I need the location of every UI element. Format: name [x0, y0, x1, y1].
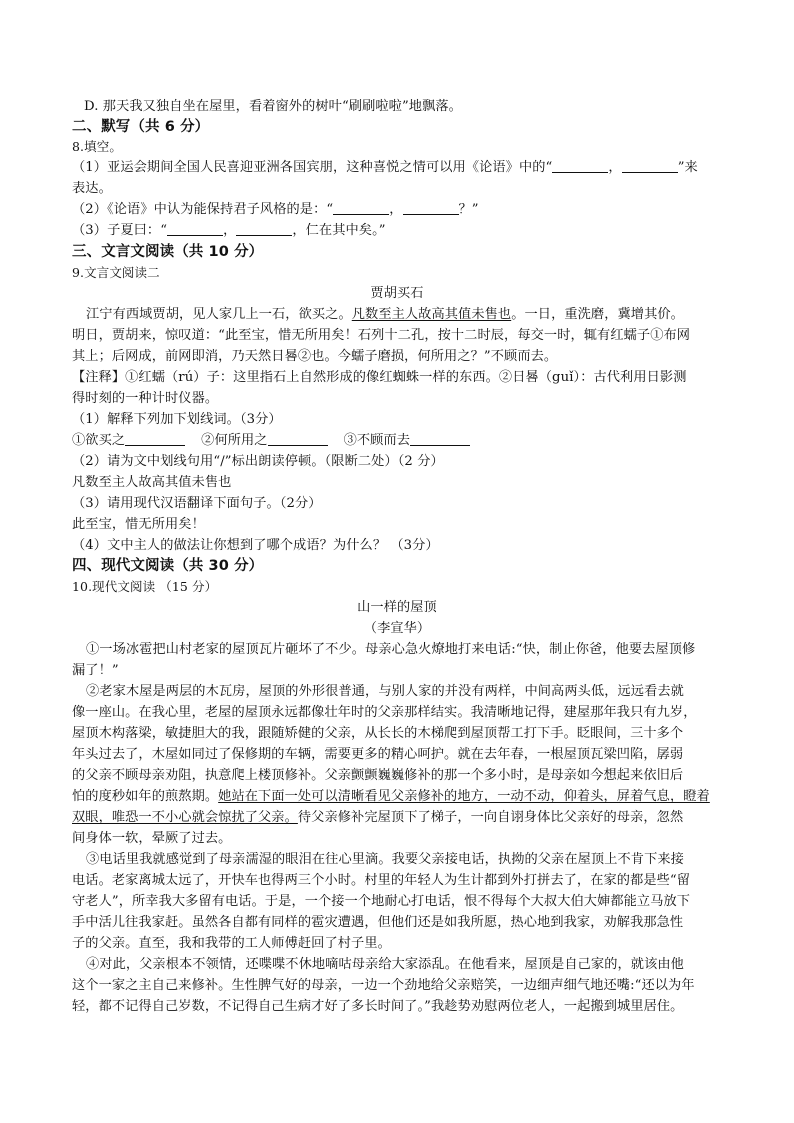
section-2-heading: 二、默写（共 6 分） [72, 119, 210, 135]
passage-10-line: 这个一家之主自己来修补。生性脾气好的母亲，一边一个劲地给父亲赔笑，一边细声细气地还嘴:“还以为年 [72, 978, 695, 993]
underlined-sentence: 她站在下面一处可以清晰看见父亲修补的地方，一动不动，仰着头，屏着气息，瞪着 [218, 789, 710, 804]
passage-10-line: 像一座山。在我心里，老屋的屋顶永远都像壮年时的父亲那样结实。我清晰地记得，建屋那年我只有九岁， [72, 705, 697, 720]
passage-10-author: （李宣华） [363, 621, 431, 636]
passage-9-note: 得时刻的一种计时仪器。 [72, 391, 219, 406]
answer-blank[interactable] [552, 158, 608, 173]
q9-4: （4）文中主人的做法让你想到了哪个成语？为什么？ （3分） [72, 538, 439, 553]
passage-10-line: 电话。老家离城太远了，开快车也得两三个小时。村里的年轻人为生计都到外打拼去了，在家的都是些“留 [72, 873, 691, 888]
passage-10-line: 漏了！” [72, 663, 119, 678]
q10-label: 10.现代文阅读 （15 分） [72, 579, 218, 594]
q9-1: （1）解释下列加下划线词。（3分） [72, 412, 282, 427]
passage-10-line: 屋顶木构落梁，敏捷胆大的我，跟随矫健的父亲，从长长的木梯爬到屋顶帮工打下手。眨眼间，三十多个 [72, 726, 684, 741]
passage-10-line: 轻，都不记得自己岁数，不记得自己生病才好了多长时间了。”我趁势劝慰两位老人，一起搬到城里居住。 [72, 999, 684, 1014]
passage-10-line: 的父亲不顾母亲劝阻，执意爬上楼顶修补。父亲颤颤巍巍修补的那一个多小时，是母亲如今想起来依旧后 [72, 768, 684, 783]
answer-blank[interactable] [403, 200, 459, 215]
underlined-sentence: 双眼，唯恐一不小心就会惊扰了父亲。 [72, 810, 298, 825]
q8-3-line: （3）子夏曰：“ ， ，仁在其中矣。” [72, 223, 386, 238]
passage-10-line: ①一场冰雹把山村老家的屋顶瓦片砸坏了不少。母亲心急火燎地打来电话:“快，制止你爸，他要去屋顶修 [86, 642, 696, 657]
section-4-heading: 四、现代文阅读（共 30 分） [72, 558, 264, 574]
passage-10-line: 怕的度秒如年的煎熬期。她站在下面一处可以清晰看见父亲修补的地方，一动不动，仰着头，屏着气息，瞪着 [72, 789, 710, 804]
passage-10-line: 手中活儿往我家赶。虽然各自都有同样的雹灾遭遇，但他们还是如我所愿，热心地到我家，劝解我那急性 [72, 915, 684, 930]
passage-10-line: ③电话里我就感觉到了母亲濡湿的眼泪在往心里滴。我要父亲接电话，执拗的父亲在屋顶上不肯下来接 [86, 852, 684, 867]
passage-9-line: 其上；后网成，前网即消，乃天然日晷②也。今蠕子磨损，何所用之？”不顾而去。 [72, 349, 558, 364]
underlined-sentence: 凡数至主人故高其值未售也 [351, 307, 512, 322]
answer-blank[interactable] [268, 431, 328, 446]
answer-blank[interactable] [236, 221, 292, 236]
q8-1-line: （1）亚运会期间全国人民喜迎亚洲各国宾朋，这种喜悦之情可以用《论语》中的“ ， ”来 [72, 160, 698, 175]
passage-10-line: 守老人”，所幸我大多留有电话。于是，一个接一个地耐心打电话，恨不得每个大叔大伯大婶都能立马放下 [72, 894, 691, 909]
answer-blank[interactable] [333, 200, 389, 215]
q9-3: （3）请用现代汉语翻译下面句子。（2分） [72, 496, 322, 511]
q9-1-items: ①欲买之 ②何所用之 ③不顾而去 [72, 431, 722, 451]
passage-10-line: ④对此，父亲根本不领情，还喋喋不休地嘀咕母亲给大家添乱。在他看来，屋顶是自己家的，就该由他 [86, 957, 684, 972]
passage-10-line: 双眼，唯恐一不小心就会惊扰了父亲。待父亲修补完屋顶下了梯子，一向自诩身体比父亲好的母亲，忽然 [72, 810, 684, 825]
answer-blank[interactable] [167, 221, 223, 236]
passage-9-line: 江宁有西域贾胡，见人家几上一石，欲买之。凡数至主人故高其值未售也。一日，重洗磨，冀增其价。 [86, 307, 684, 322]
q8-2-line: （2）《论语》中认为能保持君子风格的是：“ ， ？” [72, 202, 479, 217]
q9-2-sentence: 凡数至主人故高其值未售也 [72, 475, 232, 490]
answer-blank[interactable] [125, 431, 185, 446]
passage-9-note: 【注释】①红蠕（rú）子：这里指石上自然形成的像红蜘蛛一样的东西。②日晷（guǐ）：古代利用日影测 [72, 370, 687, 385]
passage-10-line: ②老家木屋是两层的木瓦房，屋顶的外形很普通，与别人家的并没有两样，中间高两头低，远远看去就 [86, 684, 684, 699]
passage-9-title: 贾胡买石 [370, 286, 424, 301]
q9-2: （2）请为文中划线句用“/”标出朗读停顿。（限断二处）（2 分） [72, 454, 444, 469]
answer-blank[interactable] [622, 158, 678, 173]
q9-3-sentence: 此至宝，惜无所用矣！ [72, 517, 205, 532]
passage-10-line: 子的父亲。直至，我和我带的工人师傅赶回了村子里。 [72, 936, 391, 951]
passage-10-title: 山一样的屋顶 [357, 600, 437, 615]
q9-label: 9.文言文阅读二 [72, 265, 160, 280]
passage-10-line: 间身体一软，晕厥了过去。 [72, 831, 232, 846]
q8-1-cont: 表达。 [72, 181, 112, 196]
section-3-heading: 三、文言文阅读（共 10 分） [72, 244, 264, 260]
q7-option-d: D. 那天我又独自坐在屋里，看着窗外的树叶“刷刷啦啦”地飘落。 [84, 99, 462, 114]
q8-label: 8.填空。 [72, 139, 122, 154]
answer-blank[interactable] [410, 431, 470, 446]
passage-10-line: 年头过去了，木屋如同过了保修期的车辆，需要更多的精心呵护。就在去年春，一根屋顶瓦梁凹陷，孱弱 [72, 747, 684, 762]
passage-9-line: 明日，贾胡来，惊叹道：“此至宝，惜无所用矣！石列十二孔，按十二时辰，每交一时，辄有红蠕子①布网 [72, 328, 691, 343]
